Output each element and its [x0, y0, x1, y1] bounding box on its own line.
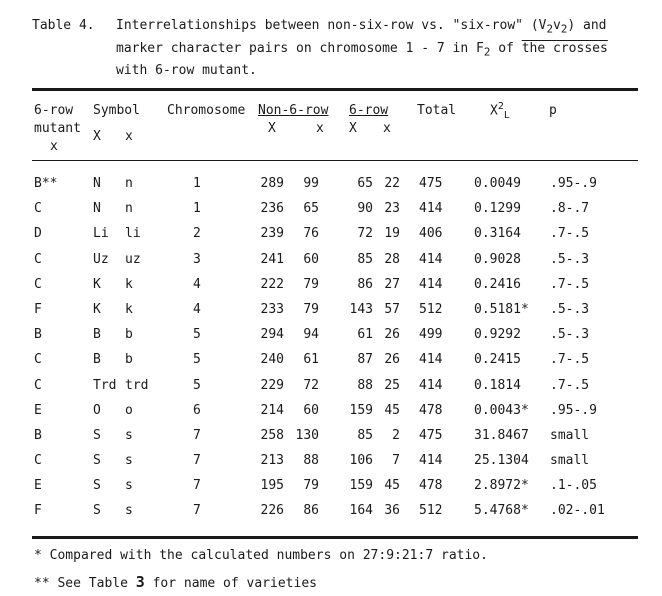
header-six-X: X: [349, 121, 357, 136]
cell-sx: s: [125, 427, 133, 443]
cell-chi: 5.4768*: [474, 503, 529, 519]
cell-nx: 60: [303, 251, 319, 267]
cell-nX: 240: [260, 352, 284, 368]
cell-sixX: 85: [357, 251, 373, 267]
cell-chi: 31.8467: [474, 427, 529, 443]
cell-chr: 5: [193, 377, 201, 393]
cell-p: .95-.9: [550, 176, 597, 191]
header-p: p: [549, 103, 557, 118]
cell-sx: b: [125, 352, 133, 368]
cell-sX: B: [93, 352, 101, 368]
table-label: Table 4.: [32, 18, 95, 33]
header-mutant-line1: 6-row: [34, 103, 74, 118]
cell-sX: S: [93, 478, 101, 494]
cell-p: .02-.01: [550, 503, 605, 519]
table-row: [0, 252, 662, 277]
cell-nX: 195: [260, 478, 284, 494]
caption-line-2: marker character pairs on chromosome 1 - 7 in $F_2$ of the crosses: [116, 40, 608, 59]
cell-sx: li: [125, 226, 141, 242]
cell-chi: 0.3164: [474, 226, 521, 242]
cell-total: 499: [419, 327, 443, 343]
cell-sixx: 22: [384, 176, 400, 191]
cell-sixx: 25: [384, 377, 400, 393]
cell-p: .5-.3: [550, 327, 590, 343]
cell-mutant: E: [34, 402, 42, 418]
cell-sX: B: [93, 327, 101, 343]
cell-sixX: 86: [357, 276, 373, 292]
table-row: [0, 226, 662, 251]
header-six-x: x: [383, 121, 391, 136]
cell-chr: 3: [193, 251, 201, 267]
cell-sixX: 143: [349, 301, 373, 317]
footnote-2: ** See Table 3 for name of varieties: [34, 573, 317, 591]
cell-total: 478: [419, 478, 443, 494]
cell-p: small: [550, 453, 590, 469]
cell-nx: 86: [303, 503, 319, 519]
cell-sx: trd: [125, 377, 149, 393]
cell-nx: 88: [303, 453, 319, 469]
cell-sixX: 85: [357, 427, 373, 443]
cell-chr: 7: [193, 503, 201, 519]
cell-nX: 226: [260, 503, 284, 519]
caption-line-1: Interrelationships between non-six-row vs. "six-row" $(V_2v_2)$ and: [116, 18, 607, 36]
table-row: [0, 352, 662, 377]
cell-chi: 0.9028: [474, 251, 521, 267]
top-rule: [32, 88, 638, 91]
cell-sixx: 36: [384, 503, 400, 519]
cell-total: 475: [419, 427, 443, 443]
cell-sX: O: [93, 402, 101, 418]
cell-sixX: 87: [357, 352, 373, 368]
header-mutant-x: x: [50, 139, 58, 154]
cell-p: .7-.5: [550, 226, 590, 242]
header-mutant-line2: mutant: [34, 121, 81, 136]
cell-p: .95-.9: [550, 402, 597, 418]
cell-nx: 99: [303, 176, 319, 191]
cell-sixx: 45: [384, 402, 400, 418]
cell-sx: uz: [125, 251, 141, 267]
caption-text: [116, 16, 656, 80]
cell-sx: s: [125, 453, 133, 469]
cell-sx: k: [125, 301, 133, 317]
header-non6-x: x: [316, 121, 324, 136]
cell-nX: 289: [260, 176, 284, 191]
table-row: [0, 453, 662, 478]
cell-chr: 7: [193, 453, 201, 469]
cell-mutant: C: [34, 352, 42, 368]
cell-total: 478: [419, 402, 443, 418]
cell-sixx: 45: [384, 478, 400, 494]
cell-sixX: 88: [357, 377, 373, 393]
header-non6-X: X: [268, 121, 276, 136]
table-row: [0, 428, 662, 453]
cell-sixx: 19: [384, 226, 400, 242]
cell-chr: 4: [193, 276, 201, 292]
cell-total: 414: [419, 251, 443, 267]
cell-nx: 76: [303, 226, 319, 242]
cell-sixX: 90: [357, 201, 373, 217]
cell-p: .7-.5: [550, 276, 590, 292]
table-row: [0, 478, 662, 503]
cell-sX: S: [93, 503, 101, 519]
cell-sixx: 2: [392, 427, 400, 443]
table-row: [0, 176, 662, 201]
cell-sx: k: [125, 276, 133, 292]
cell-sixx: 57: [384, 301, 400, 317]
cell-total: 414: [419, 377, 443, 393]
table-row: [0, 378, 662, 403]
table-row: [0, 201, 662, 226]
cell-chr: 4: [193, 301, 201, 317]
cell-chr: 5: [193, 327, 201, 343]
cell-sX: S: [93, 453, 101, 469]
cell-nx: 65: [303, 201, 319, 217]
cell-nx: 72: [303, 377, 319, 393]
cell-total: 414: [419, 453, 443, 469]
cell-nX: 294: [260, 327, 284, 343]
cell-mutant: B**: [34, 176, 58, 191]
cell-mutant: F: [34, 301, 42, 317]
cell-mutant: C: [34, 453, 42, 469]
cell-chi: 0.2416: [474, 276, 521, 292]
cell-p: .8-.7: [550, 201, 590, 217]
cell-chr: 7: [193, 427, 201, 443]
cell-sX: N: [93, 176, 101, 191]
cell-sx: n: [125, 201, 133, 217]
cell-chi: 0.0043*: [474, 402, 529, 418]
cell-nx: 130: [295, 427, 319, 443]
header-symbol: Symbol: [93, 103, 140, 118]
cell-nX: 233: [260, 301, 284, 317]
cell-sx: b: [125, 327, 133, 343]
bottom-rule: [32, 536, 638, 539]
cell-sixX: 72: [357, 226, 373, 242]
cell-nx: 94: [303, 327, 319, 343]
table-body: [0, 176, 662, 529]
cell-sixX: 159: [349, 402, 373, 418]
header-symbol-x: x: [125, 129, 133, 144]
cell-mutant: B: [34, 327, 42, 343]
cell-nX: 239: [260, 226, 284, 242]
cell-chi: 25.1304: [474, 453, 529, 469]
cell-p: small: [550, 427, 590, 443]
cell-sixx: 7: [392, 453, 400, 469]
cell-sX: K: [93, 276, 101, 292]
cell-sixX: 159: [349, 478, 373, 494]
cell-sixx: 27: [384, 276, 400, 292]
cell-total: 414: [419, 201, 443, 217]
cell-total: 406: [419, 226, 443, 242]
cell-nx: 60: [303, 402, 319, 418]
cell-chr: 1: [193, 201, 201, 217]
cell-sx: o: [125, 402, 133, 418]
cell-p: .5-.3: [550, 251, 590, 267]
cell-chi: 0.2415: [474, 352, 521, 368]
cell-mutant: D: [34, 226, 42, 242]
cell-mutant: C: [34, 276, 42, 292]
cell-chi: 0.0049: [474, 176, 521, 191]
cell-total: 475: [419, 176, 443, 191]
cell-sixX: 65: [357, 176, 373, 191]
cell-sX: S: [93, 427, 101, 443]
table-row: [0, 503, 662, 528]
footnote-1: * Compared with the calculated numbers on 27:9:21:7 ratio.: [34, 548, 488, 563]
cell-total: 512: [419, 301, 443, 317]
cell-total: 414: [419, 276, 443, 292]
cell-mutant: E: [34, 478, 42, 494]
cell-p: .5-.3: [550, 301, 590, 317]
caption-line-3: with 6-row mutant.: [116, 63, 257, 79]
cell-sixx: 26: [384, 352, 400, 368]
cell-sX: N: [93, 201, 101, 217]
cell-total: 414: [419, 352, 443, 368]
cell-sx: s: [125, 503, 133, 519]
cell-nX: 258: [260, 427, 284, 443]
cell-mutant: C: [34, 377, 42, 393]
cell-sixX: 164: [349, 503, 373, 519]
cell-nX: 236: [260, 201, 284, 217]
cell-sixx: 23: [384, 201, 400, 217]
cell-chr: 1: [193, 176, 201, 191]
cell-sX: Trd: [93, 377, 117, 393]
cell-sx: n: [125, 176, 133, 191]
table-row: [0, 277, 662, 302]
cell-mutant: C: [34, 201, 42, 217]
cell-sixX: 61: [357, 327, 373, 343]
cell-sixX: 106: [349, 453, 373, 469]
cell-nx: 61: [303, 352, 319, 368]
cell-chi: 0.1299: [474, 201, 521, 217]
table-row: [0, 302, 662, 327]
header-chromosome: Chromosome: [167, 103, 246, 118]
cell-sx: s: [125, 478, 133, 494]
cell-mutant: F: [34, 503, 42, 519]
cell-chi: 0.1814: [474, 377, 521, 393]
cell-nx: 79: [303, 276, 319, 292]
cell-sX: Uz: [93, 251, 109, 267]
cell-sX: K: [93, 301, 101, 317]
cell-sX: Li: [93, 226, 109, 242]
cell-nX: 214: [260, 402, 284, 418]
cell-p: .7-.5: [550, 377, 590, 393]
header-total: Total: [417, 103, 457, 118]
cell-chr: 5: [193, 352, 201, 368]
cell-sixx: 26: [384, 327, 400, 343]
cell-p: .1-.05: [550, 478, 597, 494]
cell-chr: 2: [193, 226, 201, 242]
cell-total: 512: [419, 503, 443, 519]
cell-mutant: B: [34, 427, 42, 443]
cell-sixx: 28: [384, 251, 400, 267]
cell-chi: 2.8972*: [474, 478, 529, 494]
cell-nX: 222: [260, 276, 284, 292]
table-row: [0, 403, 662, 428]
cell-nx: 79: [303, 301, 319, 317]
cell-nX: 229: [260, 377, 284, 393]
cell-nx: 79: [303, 478, 319, 494]
cell-chi: 0.9292: [474, 327, 521, 343]
header-symbol-X: X: [93, 129, 101, 144]
header-rule: [32, 160, 638, 161]
cell-mutant: C: [34, 251, 42, 267]
cell-chr: 7: [193, 478, 201, 494]
header-non-6-row: Non-6-row: [258, 103, 329, 118]
header-chi-square: $X^2_L$: [490, 101, 510, 121]
cell-nX: 241: [260, 251, 284, 267]
table-row: [0, 327, 662, 352]
header-6-row: 6-row: [349, 103, 389, 118]
cell-p: .7-.5: [550, 352, 590, 368]
cell-chr: 6: [193, 402, 201, 418]
cell-chi: 0.5181*: [474, 301, 529, 317]
cell-nX: 213: [260, 453, 284, 469]
